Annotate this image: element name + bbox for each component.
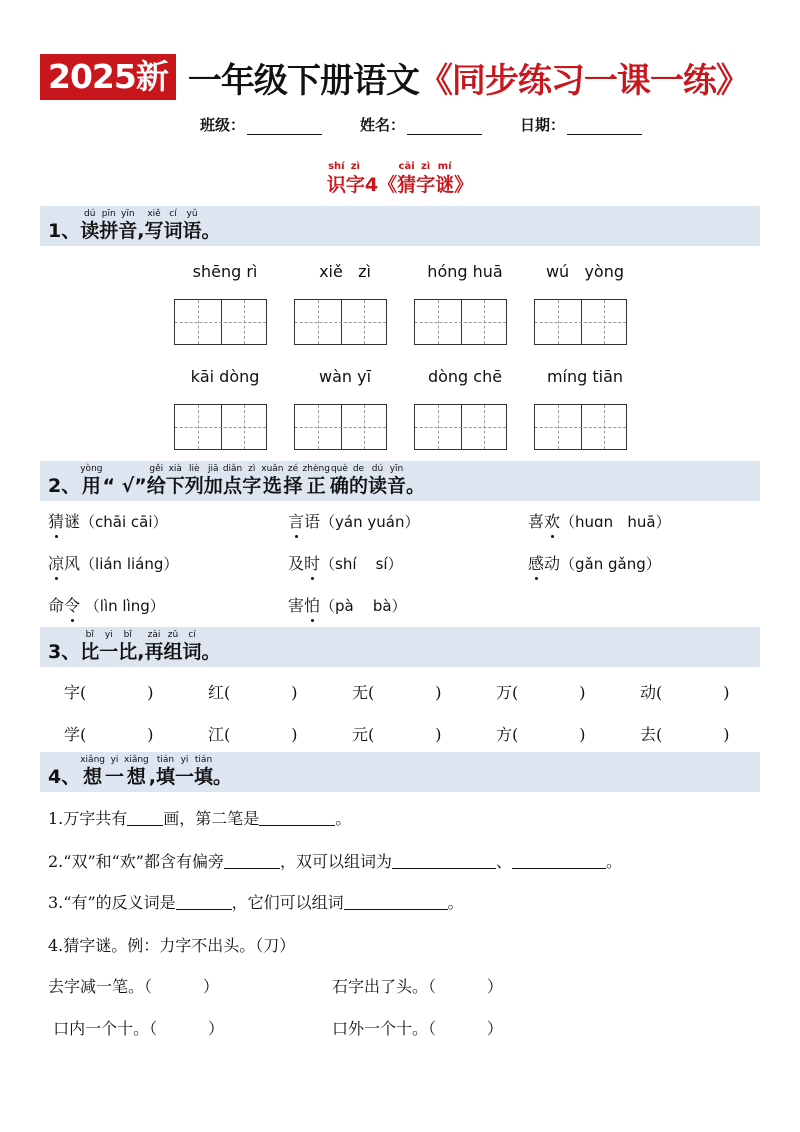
section-heading-char — [183, 208, 202, 242]
section-heading-char — [137, 629, 144, 663]
pinyin-annotation: zì — [248, 464, 256, 474]
pinyin-annotation: de — [352, 464, 365, 474]
writing-box[interactable] — [414, 299, 507, 345]
section-heading-char — [80, 208, 99, 242]
page-title: 一年级下册语文 — [187, 60, 419, 101]
riddle-example: 4.猜字谜。例：力字不出头。（刀） — [48, 936, 296, 955]
pinyin-annotation: cí — [169, 209, 177, 219]
lesson-char — [416, 161, 435, 197]
fill-question-1: 1.万字共有 画，第二笔是 。 — [48, 809, 352, 828]
hanzi: 比 — [118, 641, 138, 663]
section-heading-char — [183, 629, 202, 663]
pinyin-annotation: zhèng — [302, 464, 330, 474]
pinyin-annotation: zì — [420, 161, 431, 172]
riddle-item[interactable]: 口外一个十。（ ） — [332, 1019, 503, 1038]
pinyin-annotation: xuǎn — [261, 464, 284, 474]
fill-question-2: 2.“双”和“欢”都含有偏旁 ，双可以组词为 、 。 — [48, 852, 623, 871]
pinyin-row-2 — [165, 367, 645, 386]
hanzi: 猜 — [397, 174, 417, 196]
class-field[interactable]: 班级： — [200, 114, 322, 135]
section-heading-char — [99, 629, 118, 663]
pinyin-annotation: mí — [437, 161, 452, 172]
word-blank[interactable]: 无( ) — [352, 683, 442, 702]
word-blank[interactable]: 江( ) — [208, 725, 298, 744]
section-heading-char — [102, 463, 146, 497]
pinyin-annotation: zài — [147, 630, 161, 640]
hanzi: 读 — [80, 220, 100, 242]
writing-box[interactable] — [414, 404, 507, 450]
section-heading-char — [213, 754, 232, 788]
hanzi: 字 — [345, 174, 365, 196]
hanzi: 选 — [262, 475, 282, 497]
pinyin-annotation: zì — [350, 161, 360, 172]
section-heading-char — [147, 463, 166, 497]
pinyin-annotation: bǐ — [123, 630, 132, 640]
hanzi: , — [148, 766, 156, 788]
hanzi: 》 — [454, 174, 474, 196]
pinyin-annotation: gěi — [149, 464, 164, 474]
pinyin-annotation: shí — [328, 161, 345, 172]
class-blank[interactable] — [247, 119, 322, 135]
pinyin-item: míng tiān — [546, 367, 624, 386]
hanzi: 给 — [146, 475, 166, 497]
pinyin-annotation: liè — [189, 464, 200, 474]
choice-item[interactable]: 言 语 （yán yuán） — [288, 509, 419, 532]
section-heading-char — [194, 754, 213, 788]
hanzi: , — [137, 641, 145, 663]
pinyin-annotation: dú — [84, 209, 96, 219]
choice-item[interactable]: 喜 欢 （huɑn huā） — [528, 509, 671, 532]
hanzi: 列 — [184, 475, 204, 497]
hanzi: 语 — [182, 220, 202, 242]
pinyin-annotation: yi — [110, 755, 119, 765]
answer-blank[interactable] — [224, 853, 280, 869]
hanzi: 。 — [405, 475, 425, 497]
writing-box[interactable] — [174, 404, 267, 450]
section-heading-char — [105, 754, 124, 788]
hanzi: 词 — [163, 220, 183, 242]
section-heading-char — [145, 629, 164, 663]
hanzi: 音 — [118, 220, 138, 242]
pinyin-annotation: yīn — [389, 464, 404, 474]
lesson-char — [327, 161, 346, 197]
pinyin-annotation: dú — [371, 464, 384, 474]
section-heading-char — [303, 463, 330, 497]
lesson-char — [435, 161, 454, 197]
section-heading-char — [349, 463, 368, 497]
section-heading-char — [80, 463, 102, 497]
section-heading-char — [99, 208, 118, 242]
pinyin-annotation: xiě — [147, 209, 161, 219]
hanzi: 。 — [201, 220, 221, 242]
section-1-heading: 1、 dú 读 pīn 拼 yīn 音 , xiě 写 cí 词 yǔ 语 。 — [40, 206, 760, 246]
answer-blank[interactable] — [176, 894, 232, 910]
hanzi: 的 — [348, 475, 368, 497]
answer-blank[interactable] — [127, 810, 163, 826]
section-heading-char — [124, 754, 149, 788]
section-heading-char — [406, 463, 425, 497]
pinyin-annotation: yòng — [80, 464, 103, 474]
hanzi: 确 — [329, 475, 349, 497]
date-field[interactable]: 日期： — [520, 114, 642, 135]
hanzi: 音 — [386, 475, 406, 497]
hanzi: 想 — [126, 766, 146, 788]
section-heading-char — [330, 463, 349, 497]
word-blank[interactable]: 动( ) — [640, 683, 730, 702]
hanzi: 加 — [203, 475, 223, 497]
section-heading-char — [156, 754, 175, 788]
answer-blank[interactable] — [344, 894, 448, 910]
hanzi: 下 — [165, 475, 185, 497]
pinyin-annotation: xià — [168, 464, 182, 474]
hanzi: 字 — [242, 475, 262, 497]
compare-row-2 — [64, 722, 784, 745]
section-heading-char — [387, 463, 406, 497]
pinyin-item: wú yòng — [545, 262, 625, 281]
word-blank[interactable]: 字( ) — [64, 683, 154, 702]
word-blank[interactable]: 万( ) — [496, 683, 586, 702]
hanzi: , — [137, 220, 145, 242]
pinyin-item: xiě zì — [319, 262, 371, 281]
section-heading-char — [164, 629, 183, 663]
section-heading-char — [166, 463, 185, 497]
lesson-title — [0, 154, 800, 197]
hanzi: 用 — [81, 475, 101, 497]
pinyin-item: hóng huā — [427, 262, 503, 281]
section-heading-char — [202, 629, 221, 663]
word-blank[interactable]: 元( ) — [352, 725, 442, 744]
lesson-char — [346, 161, 365, 197]
section-heading-char — [80, 629, 99, 663]
pinyin-annotation: xiǎng — [124, 755, 149, 765]
section-heading-char — [202, 208, 221, 242]
section-heading-char — [204, 463, 223, 497]
page-subtitle: 《同步练习一课一练》 — [418, 60, 749, 101]
section-heading-char — [118, 208, 137, 242]
hanzi: 择 — [283, 475, 303, 497]
pinyin-annotation: pīn — [101, 209, 116, 219]
choice-item[interactable]: 害 怕 （pà bà） — [288, 593, 407, 616]
pinyin-annotation: xiǎng — [80, 755, 105, 765]
choice-item[interactable]: 及 时 （shí sí） — [288, 551, 403, 574]
hanzi: 填 — [194, 766, 214, 788]
pinyin-annotation: tián — [156, 755, 175, 765]
section-heading-char — [284, 463, 303, 497]
pinyin-annotation: zé — [287, 464, 299, 474]
student-info — [200, 114, 720, 135]
writing-box[interactable] — [534, 299, 627, 345]
pinyin-annotation: cāi — [398, 161, 415, 172]
pinyin-annotation: zǔ — [167, 630, 179, 640]
pinyin-annotation: tián — [194, 755, 213, 765]
riddle-item[interactable]: 石字出了头。（ ） — [332, 977, 503, 996]
word-blank[interactable]: 红( ) — [208, 683, 298, 702]
section-4-heading: 4、 xiǎng 想 yi 一 xiǎng 想 , tián 填 yi 一 tián 填 。 — [40, 752, 760, 792]
hanzi: 正 — [306, 475, 326, 497]
pinyin-annotation: jiā — [208, 464, 219, 474]
lesson-char — [454, 161, 473, 197]
section-heading-char — [149, 754, 156, 788]
hanzi: 。 — [213, 766, 233, 788]
hanzi: 识 — [326, 174, 346, 196]
date-blank[interactable] — [567, 119, 642, 135]
hanzi: 谜 — [435, 174, 455, 196]
section-heading-char — [185, 463, 204, 497]
hanzi: 一 — [99, 641, 119, 663]
word-blank[interactable]: 方( ) — [496, 725, 586, 744]
hanzi: 点 — [223, 475, 243, 497]
hanzi: 4《 — [364, 174, 398, 196]
name-field[interactable]: 姓名： — [360, 114, 482, 135]
writing-box[interactable] — [174, 299, 267, 345]
writing-box[interactable] — [534, 404, 627, 450]
pinyin-item: kāi dòng — [190, 367, 260, 386]
section-heading-char — [118, 629, 137, 663]
fill-question-3: 3.“有”的反义词是 ，它们可以组词 。 — [48, 893, 464, 912]
hanzi: 写 — [144, 220, 164, 242]
hanzi: 词 — [182, 641, 202, 663]
hanzi: 一 — [175, 766, 195, 788]
hanzi: 想 — [83, 766, 103, 788]
section-heading-char — [137, 208, 144, 242]
section-3-heading: 3、 bǐ 比 yi 一 bǐ 比 , zài 再 zǔ 组 cí 词 。 — [40, 627, 760, 667]
pinyin-row-1 — [165, 262, 645, 281]
hanzi: 拼 — [99, 220, 119, 242]
riddle-item[interactable]: 口内一个十。（ ） — [48, 1019, 224, 1038]
pinyin-annotation: què — [330, 464, 348, 474]
choice-item[interactable]: 凉 风 （lián liáng） — [48, 551, 178, 574]
section-heading-char — [261, 463, 283, 497]
word-blank[interactable]: 去( ) — [640, 725, 730, 744]
pinyin-annotation: yi — [104, 630, 113, 640]
page-header — [40, 52, 780, 102]
lesson-char — [397, 161, 416, 197]
hanzi: 比 — [80, 641, 100, 663]
writing-box[interactable] — [294, 404, 387, 450]
section-heading-char — [175, 754, 194, 788]
answer-blank[interactable] — [392, 853, 496, 869]
hanzi: 组 — [163, 641, 183, 663]
hanzi: 字 — [416, 174, 436, 196]
writing-box-row-2 — [174, 404, 654, 450]
pinyin-annotation: yīn — [121, 209, 135, 219]
pinyin-item: dòng chē — [427, 367, 503, 386]
riddle-item[interactable]: 去字减一笔。（ ） — [48, 977, 219, 996]
answer-blank[interactable] — [259, 810, 335, 826]
section-heading-char — [80, 754, 105, 788]
year-badge: 2025新 — [40, 54, 176, 100]
pinyin-item: wàn yī — [318, 367, 372, 386]
lesson-char — [365, 161, 397, 197]
pinyin-annotation: diǎn — [222, 464, 243, 474]
choice-item[interactable]: 感 动 （gǎn gǎng） — [528, 551, 661, 574]
section-heading-char — [368, 463, 387, 497]
writing-box[interactable] — [294, 299, 387, 345]
section-heading-char — [242, 463, 261, 497]
pinyin-annotation: bǐ — [85, 630, 94, 640]
writing-box-row-1 — [174, 299, 654, 345]
hanzi: “ √” — [102, 475, 147, 497]
hanzi: 再 — [144, 641, 164, 663]
pinyin-item: shēng rì — [192, 262, 258, 281]
choice-item[interactable]: 命 令 （lìn lìng） — [48, 593, 165, 616]
section-heading-char — [145, 208, 164, 242]
hanzi: 一 — [105, 766, 125, 788]
pinyin-annotation: cí — [188, 630, 196, 640]
section-2-heading: 2、 yòng 用 “ √” gěi 给 xià 下 liè 列 jiā 加 diǎn 点 zì 字 xuǎn 选 zé 择 zhèng 正 què 确 de 的 dú 读 yīn 音 。 — [40, 461, 760, 501]
hanzi: 填 — [156, 766, 176, 788]
choice-item[interactable]: 猜 谜 （chāi cāi） — [48, 509, 168, 532]
pinyin-annotation: yǔ — [186, 209, 198, 219]
section-heading-char — [223, 463, 242, 497]
compare-row-1 — [64, 680, 784, 703]
word-blank[interactable]: 学( ) — [64, 725, 154, 744]
section-heading-char — [164, 208, 183, 242]
hanzi: 读 — [367, 475, 387, 497]
pinyin-annotation: yi — [180, 755, 189, 765]
hanzi: 。 — [201, 641, 221, 663]
answer-blank[interactable] — [512, 853, 606, 869]
name-blank[interactable] — [407, 119, 482, 135]
